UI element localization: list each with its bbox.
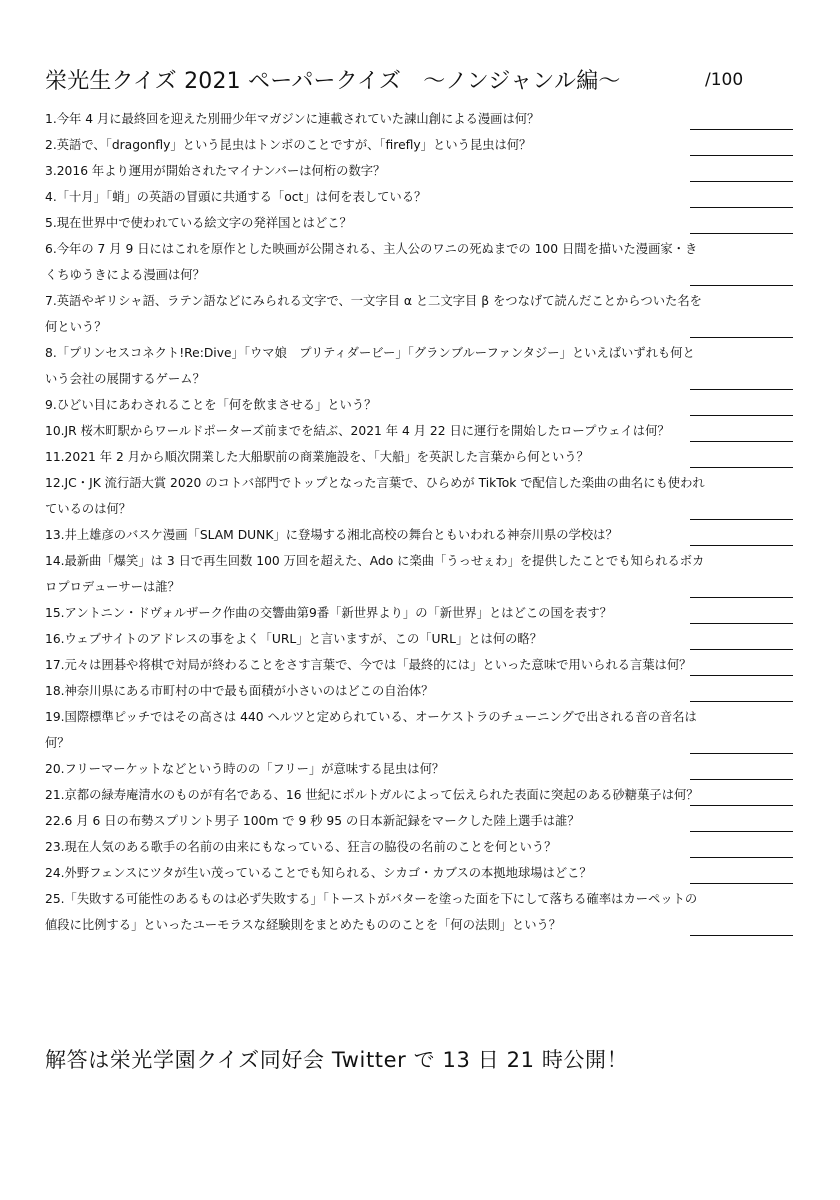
header <box>45 64 805 100</box>
answer-blank[interactable] <box>690 467 793 468</box>
question-item <box>45 288 815 340</box>
question-item <box>45 678 815 704</box>
score-total: /100 <box>705 70 744 90</box>
question-text: 25.「失敗する可能性のあるものは必ず失敗する」「トーストがバターを塗った面を下にして落ちる確率はカーペットの値段に比例する」といったユーモラスな経験則をまとめたもののことを「何の法則」という？ <box>45 892 698 932</box>
question-text: 17.元々は囲碁や将棋で対局が終わることをさす言葉で、今では「最終的には」といった意味で用いられる言葉は何？ <box>45 658 692 672</box>
question-item <box>45 652 815 678</box>
question-item <box>45 158 815 184</box>
question-text: 19.国際標準ピッチではその高さは 440 ヘルツと定められている、オーケストラのチューニングで出される音の音名は何？ <box>45 710 697 750</box>
question-item <box>45 704 815 756</box>
question-text: 23.現在人気のある歌手の名前の由来にもなっている、狂言の脇役の名前のことを何という？ <box>45 840 557 854</box>
answer-blank[interactable] <box>690 753 793 754</box>
question-item <box>45 548 815 600</box>
question-item <box>45 418 815 444</box>
question-item <box>45 522 815 548</box>
question-text: 16.ウェブサイトのアドレスの事をよく「URL」と言いますが、この「URL」とは何の略？ <box>45 632 543 646</box>
answer-blank[interactable] <box>690 545 793 546</box>
question-list <box>45 106 815 938</box>
question-text: 1.今年 4 月に最終回を迎えた別冊少年マガジンに連載されていた諫山創による漫画は何？ <box>45 112 540 126</box>
question-item <box>45 340 815 392</box>
question-text: 22.6 月 6 日の布勢スプリント男子 100m で 9 秒 95 の日本新記録をマークした陸上選手は誰？ <box>45 814 580 828</box>
answer-blank[interactable] <box>690 701 793 702</box>
question-text: 24.外野フェンスにツタが生い茂っていることでも知られる、シカゴ・カブスの本拠地球場はどこ？ <box>45 866 592 880</box>
page-title: 栄光生クイズ 2021 ペーパークイズ ～ノンジャンル編～ <box>45 69 621 94</box>
question-text: 7.英語やギリシャ語、ラテン語などにみられる文字で、一文字目 α と二文字目 β をつなげて読んだことからついた名を何という？ <box>45 294 702 334</box>
question-text: 20.フリーマーケットなどという時のの「フリー」が意味する昆虫は何？ <box>45 762 445 776</box>
question-item <box>45 184 815 210</box>
question-text: 13.井上雄彦のバスケ漫画「SLAM DUNK」に登場する湘北高校の舞台ともいわれる神奈川県の学校は？ <box>45 528 618 542</box>
answer-blank[interactable] <box>690 675 793 676</box>
answer-blank[interactable] <box>690 779 793 780</box>
answer-blank[interactable] <box>690 181 793 182</box>
question-item <box>45 392 815 418</box>
answer-blank[interactable] <box>690 597 793 598</box>
question-text: 4.「十月」「蛸」の英語の冒頭に共通する「oct」は何を表している？ <box>45 190 427 204</box>
answer-blank[interactable] <box>690 831 793 832</box>
question-text: 12.JC・JK 流行語大賞 2020 のコトバ部門でトップとなった言葉で、ひらめが TikTok で配信した楽曲の曲名にも使われているのは何？ <box>45 476 705 516</box>
question-item <box>45 210 815 236</box>
answer-blank[interactable] <box>690 649 793 650</box>
answer-blank[interactable] <box>690 857 793 858</box>
answer-blank[interactable] <box>690 805 793 806</box>
question-item <box>45 444 815 470</box>
answer-blank[interactable] <box>690 233 793 234</box>
answer-blank[interactable] <box>690 883 793 884</box>
question-text: 9.ひどい目にあわされることを「何を飲まさせる」という？ <box>45 398 377 412</box>
question-text: 14.最新曲「爆笑」は 3 日で再生回数 100 万回を超えた、Ado に楽曲「うっせぇわ」を提供したことでも知られるボカロプロデューサーは誰？ <box>45 554 705 594</box>
question-item <box>45 860 815 886</box>
question-item <box>45 782 815 808</box>
answer-blank[interactable] <box>690 519 793 520</box>
answer-blank[interactable] <box>690 389 793 390</box>
answer-blank[interactable] <box>690 129 793 130</box>
question-item <box>45 600 815 626</box>
question-text: 18.神奈川県にある市町村の中で最も面積が小さいのはどこの自治体？ <box>45 684 434 698</box>
question-text: 15.アントニン・ドヴォルザーク作曲の交響曲第9番「新世界より」の「新世界」とはどこの国を表す？ <box>45 606 612 620</box>
answer-blank[interactable] <box>690 441 793 442</box>
question-text: 21.京都の緑寿庵清水のものが有名である、16 世紀にポルトガルによって伝えられた表面に突起のある砂糖菓子は何？ <box>45 788 699 802</box>
answer-blank[interactable] <box>690 337 793 338</box>
answer-blank[interactable] <box>690 207 793 208</box>
answer-blank[interactable] <box>690 935 793 936</box>
question-text: 11.2021 年 2 月から順次開業した大船駅前の商業施設を、「大船」を英訳した言葉から何という？ <box>45 450 589 464</box>
question-text: 10.JR 桜木町駅からワールドポーターズ前までを結ぶ、2021 年 4 月 22 日に運行を開始したロープウェイは何？ <box>45 424 670 438</box>
question-item <box>45 132 815 158</box>
question-item <box>45 106 815 132</box>
answer-blank[interactable] <box>690 623 793 624</box>
answer-blank[interactable] <box>690 285 793 286</box>
answer-blank[interactable] <box>690 155 793 156</box>
question-text: 6.今年の 7 月 9 日にはこれを原作とした映画が公開される、主人公のワニの死ぬまでの 100 日間を描いた漫画家・きくちゆうきによる漫画は何？ <box>45 242 698 282</box>
question-item <box>45 834 815 860</box>
answer-announcement: 解答は栄光学園クイズ同好会 Twitter で 13 日 21 時公開！ <box>45 1048 629 1072</box>
question-item <box>45 808 815 834</box>
question-item <box>45 756 815 782</box>
question-text: 5.現在世界中で使われている絵文字の発祥国とはどこ？ <box>45 216 352 230</box>
question-item <box>45 886 815 938</box>
answer-blank[interactable] <box>690 415 793 416</box>
question-item <box>45 626 815 652</box>
question-item <box>45 470 815 522</box>
question-text: 2.英語で、「dragonfly」という昆虫はトンボのことですが、「firefly」という昆虫は何？ <box>45 138 532 152</box>
question-text: 8.「プリンセスコネクト!Re:Dive」「ウマ娘 プリティダービー」「グランブルーファンタジー」といえばいずれも何という会社の展開するゲーム？ <box>45 346 695 386</box>
question-text: 3.2016 年より運用が開始されたマイナンバーは何桁の数字？ <box>45 164 386 178</box>
question-item <box>45 236 815 288</box>
